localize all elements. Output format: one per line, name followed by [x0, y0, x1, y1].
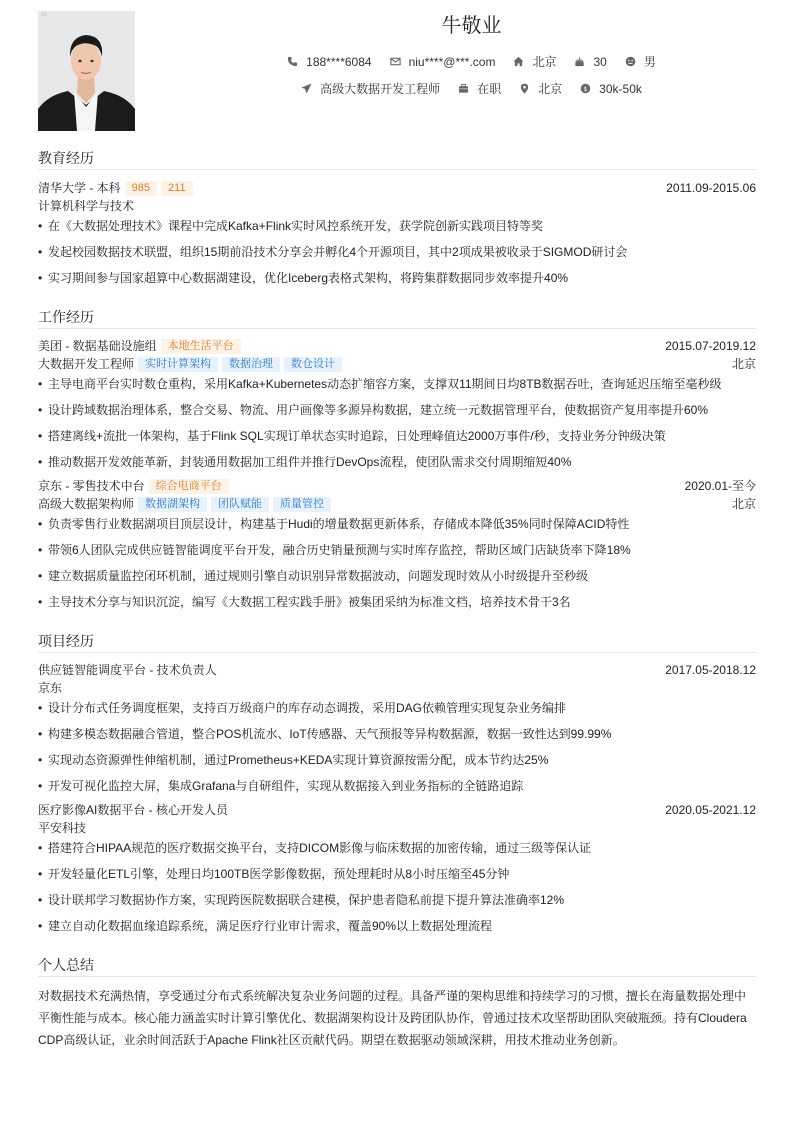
profile-photo	[38, 11, 135, 131]
skill-tag: 实时计算架构	[138, 357, 218, 372]
job-bullet: • 主导技术分享与知识沉淀，编写《大数据工程实践手册》被集团采纳为标准文档，培养技术骨干3名	[38, 594, 756, 610]
project-bullet: • 建立自动化数据血缘追踪系统，满足医疗行业审计需求，覆盖90%以上数据处理流程	[38, 918, 756, 934]
project-bullet: • 设计联邦学习数据协作方案，实现跨医院数据联合建模，保护患者隐私前提下提升算法准确率12%	[38, 892, 756, 908]
job-bullet: • 推动数据开发效能革新，封装通用数据加工组件并推行DevOps流程，使团队需求交付周期缩短40%	[38, 454, 756, 470]
target-city-text: 北京	[538, 82, 563, 96]
job-bullet: • 主导电商平台实时数仓重构，采用Kafka+Kubernetes动态扩缩容方案，支撑双11期间日均8TB数据吞吐，查询延迟压缩至毫秒级	[38, 376, 756, 392]
summary-section	[38, 957, 756, 1057]
job-location: 北京	[731, 357, 756, 371]
email-item	[390, 55, 496, 69]
location-pin-icon	[519, 83, 530, 94]
project-name: 医疗影像AI数据平台 - 核心开发人员	[38, 803, 229, 817]
project-company: 平安科技	[38, 821, 87, 835]
position-text: 高级大数据开发工程师	[320, 82, 441, 96]
face-icon	[625, 56, 636, 67]
summary-line: 对数据技术充满热情，享受通过分布式系统解决复杂业务问题的过程。具备严谨的架构思维和持续学习的习惯，擅长在海量数据处理中	[38, 989, 747, 1003]
industry-tag: 综合电商平台	[149, 479, 229, 494]
project-date: 2017.05-2018.12	[665, 663, 756, 677]
resume-header	[0, 0, 794, 131]
project-bullet: • 构建多模态数据融合管道，整合POS机流水、IoT传感器、天气预报等异构数据源，数据一致性达到99.99%	[38, 726, 756, 742]
work-section	[38, 309, 756, 611]
education-bullet: • 在《大数据处理技术》课程中完成Kafka+Flink实时风控系统开发，获学院创新实践项目特等奖	[38, 218, 756, 234]
skill-tag: 质量管控	[273, 497, 331, 512]
project-section	[38, 633, 756, 935]
photo-watermark: AI	[41, 12, 47, 18]
education-bullet: • 实习期间参与国家超算中心数据湖建设，优化Iceberg表格式架构，将跨集群数据同步效率提升40%	[38, 270, 756, 286]
project-name-row	[38, 801, 756, 819]
money-icon	[580, 83, 591, 94]
briefcase-icon	[458, 83, 469, 94]
age-item	[574, 55, 606, 69]
company-name: 美团 - 数据基础设施组	[38, 339, 157, 353]
svg-text:$: $	[583, 84, 588, 93]
skill-tag: 数据治理	[222, 357, 280, 372]
education-school-row	[38, 179, 756, 197]
industry-tag: 本地生活平台	[161, 339, 241, 354]
project-bullet: • 实现动态资源弹性伸缩机制，通过Prometheus+KEDA实现计算资源按需分配，成本节约达25%	[38, 752, 756, 768]
job-company-row	[38, 477, 756, 495]
job-bullet: • 建立数据质量监控闭环机制，通过规则引擎自动识别异常数据波动，问题发现时效从小时级提升至秒级	[38, 568, 756, 584]
phone-text: 188****6084	[306, 54, 372, 69]
school-name: 清华大学 - 本科	[38, 181, 121, 195]
project-bullet: • 开发轻量化ETL引擎，处理日均100TB医学影像数据，预处理耗时从8小时压缩至45分钟	[38, 866, 756, 882]
job-bullet: • 设计跨域数据治理体系，整合交易、物流、用户画像等多源异构数据，建立统一元数据管理平台，使数据资产复用率提升60%	[38, 402, 756, 418]
education-section	[38, 150, 756, 290]
position-item	[301, 80, 440, 97]
email-text: niu****@***.com	[408, 54, 496, 69]
salary-text: 30k-50k	[599, 81, 642, 96]
education-bullet: • 发起校园数据技术联盟，组织15期前沿技术分享会并孵化4个开源项目，其中2项成果被收录于SIGMOD研讨会	[38, 244, 756, 260]
job-date: 2015.07-2019.12	[665, 339, 756, 353]
job-company-row	[38, 337, 756, 355]
work-title: 工作经历	[38, 309, 756, 329]
project-title: 项目经历	[38, 633, 756, 653]
job-date: 2020.01-至今	[684, 479, 756, 493]
city-text: 北京	[532, 55, 557, 69]
age-text: 30	[593, 54, 607, 69]
job-location: 北京	[731, 497, 756, 511]
target-city-item	[519, 80, 562, 97]
candidate-name: 牛敬业	[441, 15, 502, 37]
home-icon	[513, 56, 524, 67]
project-name-row	[38, 661, 756, 679]
company-name: 京东 - 零售技术中台	[38, 479, 145, 493]
skill-tag: 数据湖架构	[138, 497, 207, 512]
project-bullet: • 开发可视化监控大屏，集成Grafana与自研组件，实现从数据接入到业务指标的全链路追踪	[38, 778, 756, 794]
education-major: 计算机科学与技术	[38, 199, 135, 213]
job-bullet: • 搭建离线+流批一体架构，基于Flink SQL实现订单状态实时追踪，日处理峰值达2000万事件/秒，支持业务分钟级决策	[38, 428, 756, 444]
education-title: 教育经历	[38, 150, 756, 170]
mail-icon	[390, 56, 401, 67]
job-intent-row	[200, 80, 743, 97]
job-role: 大数据开发工程师	[38, 357, 135, 371]
salary-item	[580, 82, 642, 96]
send-icon	[301, 83, 312, 94]
summary-line: CDP高级认证，业余时间活跃于Apache Flink社区贡献代码。期望在数据驱动领域深耕，用技术推动业务创新。	[38, 1033, 625, 1047]
school-tag: 211	[161, 181, 193, 196]
project-name: 供应链智能调度平台 - 技术负责人	[38, 663, 217, 677]
job-bullet: • 带领6人团队完成供应链智能调度平台开发，融合历史销量预测与实时库存监控，帮助区域门店缺货率下降18%	[38, 542, 756, 558]
skill-tag: 团队赋能	[211, 497, 269, 512]
project-bullet: • 搭建符合HIPAA规范的医疗数据交换平台，支持DICOM影像与临床数据的加密传输，通过三级等保认证	[38, 840, 756, 856]
summary-title: 个人总结	[38, 957, 756, 977]
summary-line: 平衡性能与成本。核心能力涵盖实时计算引擎优化、数据湖架构设计及跨团队协作，曾通过技术攻坚帮助团队突破瓶颈。持有Cloudera	[38, 1011, 747, 1025]
job-role: 高级大数据架构师	[38, 497, 135, 511]
project-date: 2020.05-2021.12	[665, 803, 756, 817]
phone-icon	[287, 56, 298, 67]
job-bullet: • 负责零售行业数据湖项目顶层设计，构建基于Hudi的增量数据更新体系，存储成本降低35%同时保障ACID特性	[38, 516, 756, 532]
project-bullet: • 设计分布式任务调度框架，支持百万级商户的库存动态调拨，采用DAG依赖管理实现复杂业务编排	[38, 700, 756, 716]
phone-item	[287, 55, 371, 69]
project-company: 京东	[38, 681, 63, 695]
contact-row	[200, 53, 743, 70]
status-text: 在职	[477, 82, 502, 96]
job-role-row	[38, 495, 756, 513]
education-date: 2011.09-2015.06	[666, 181, 756, 195]
gender-item	[625, 53, 656, 70]
cake-icon	[574, 56, 585, 67]
gender-text: 男	[643, 55, 656, 69]
job-role-row	[38, 355, 756, 373]
status-item	[458, 80, 501, 97]
skill-tag: 数仓设计	[284, 357, 342, 372]
city-item	[513, 53, 556, 70]
school-tag: 985	[125, 181, 157, 196]
